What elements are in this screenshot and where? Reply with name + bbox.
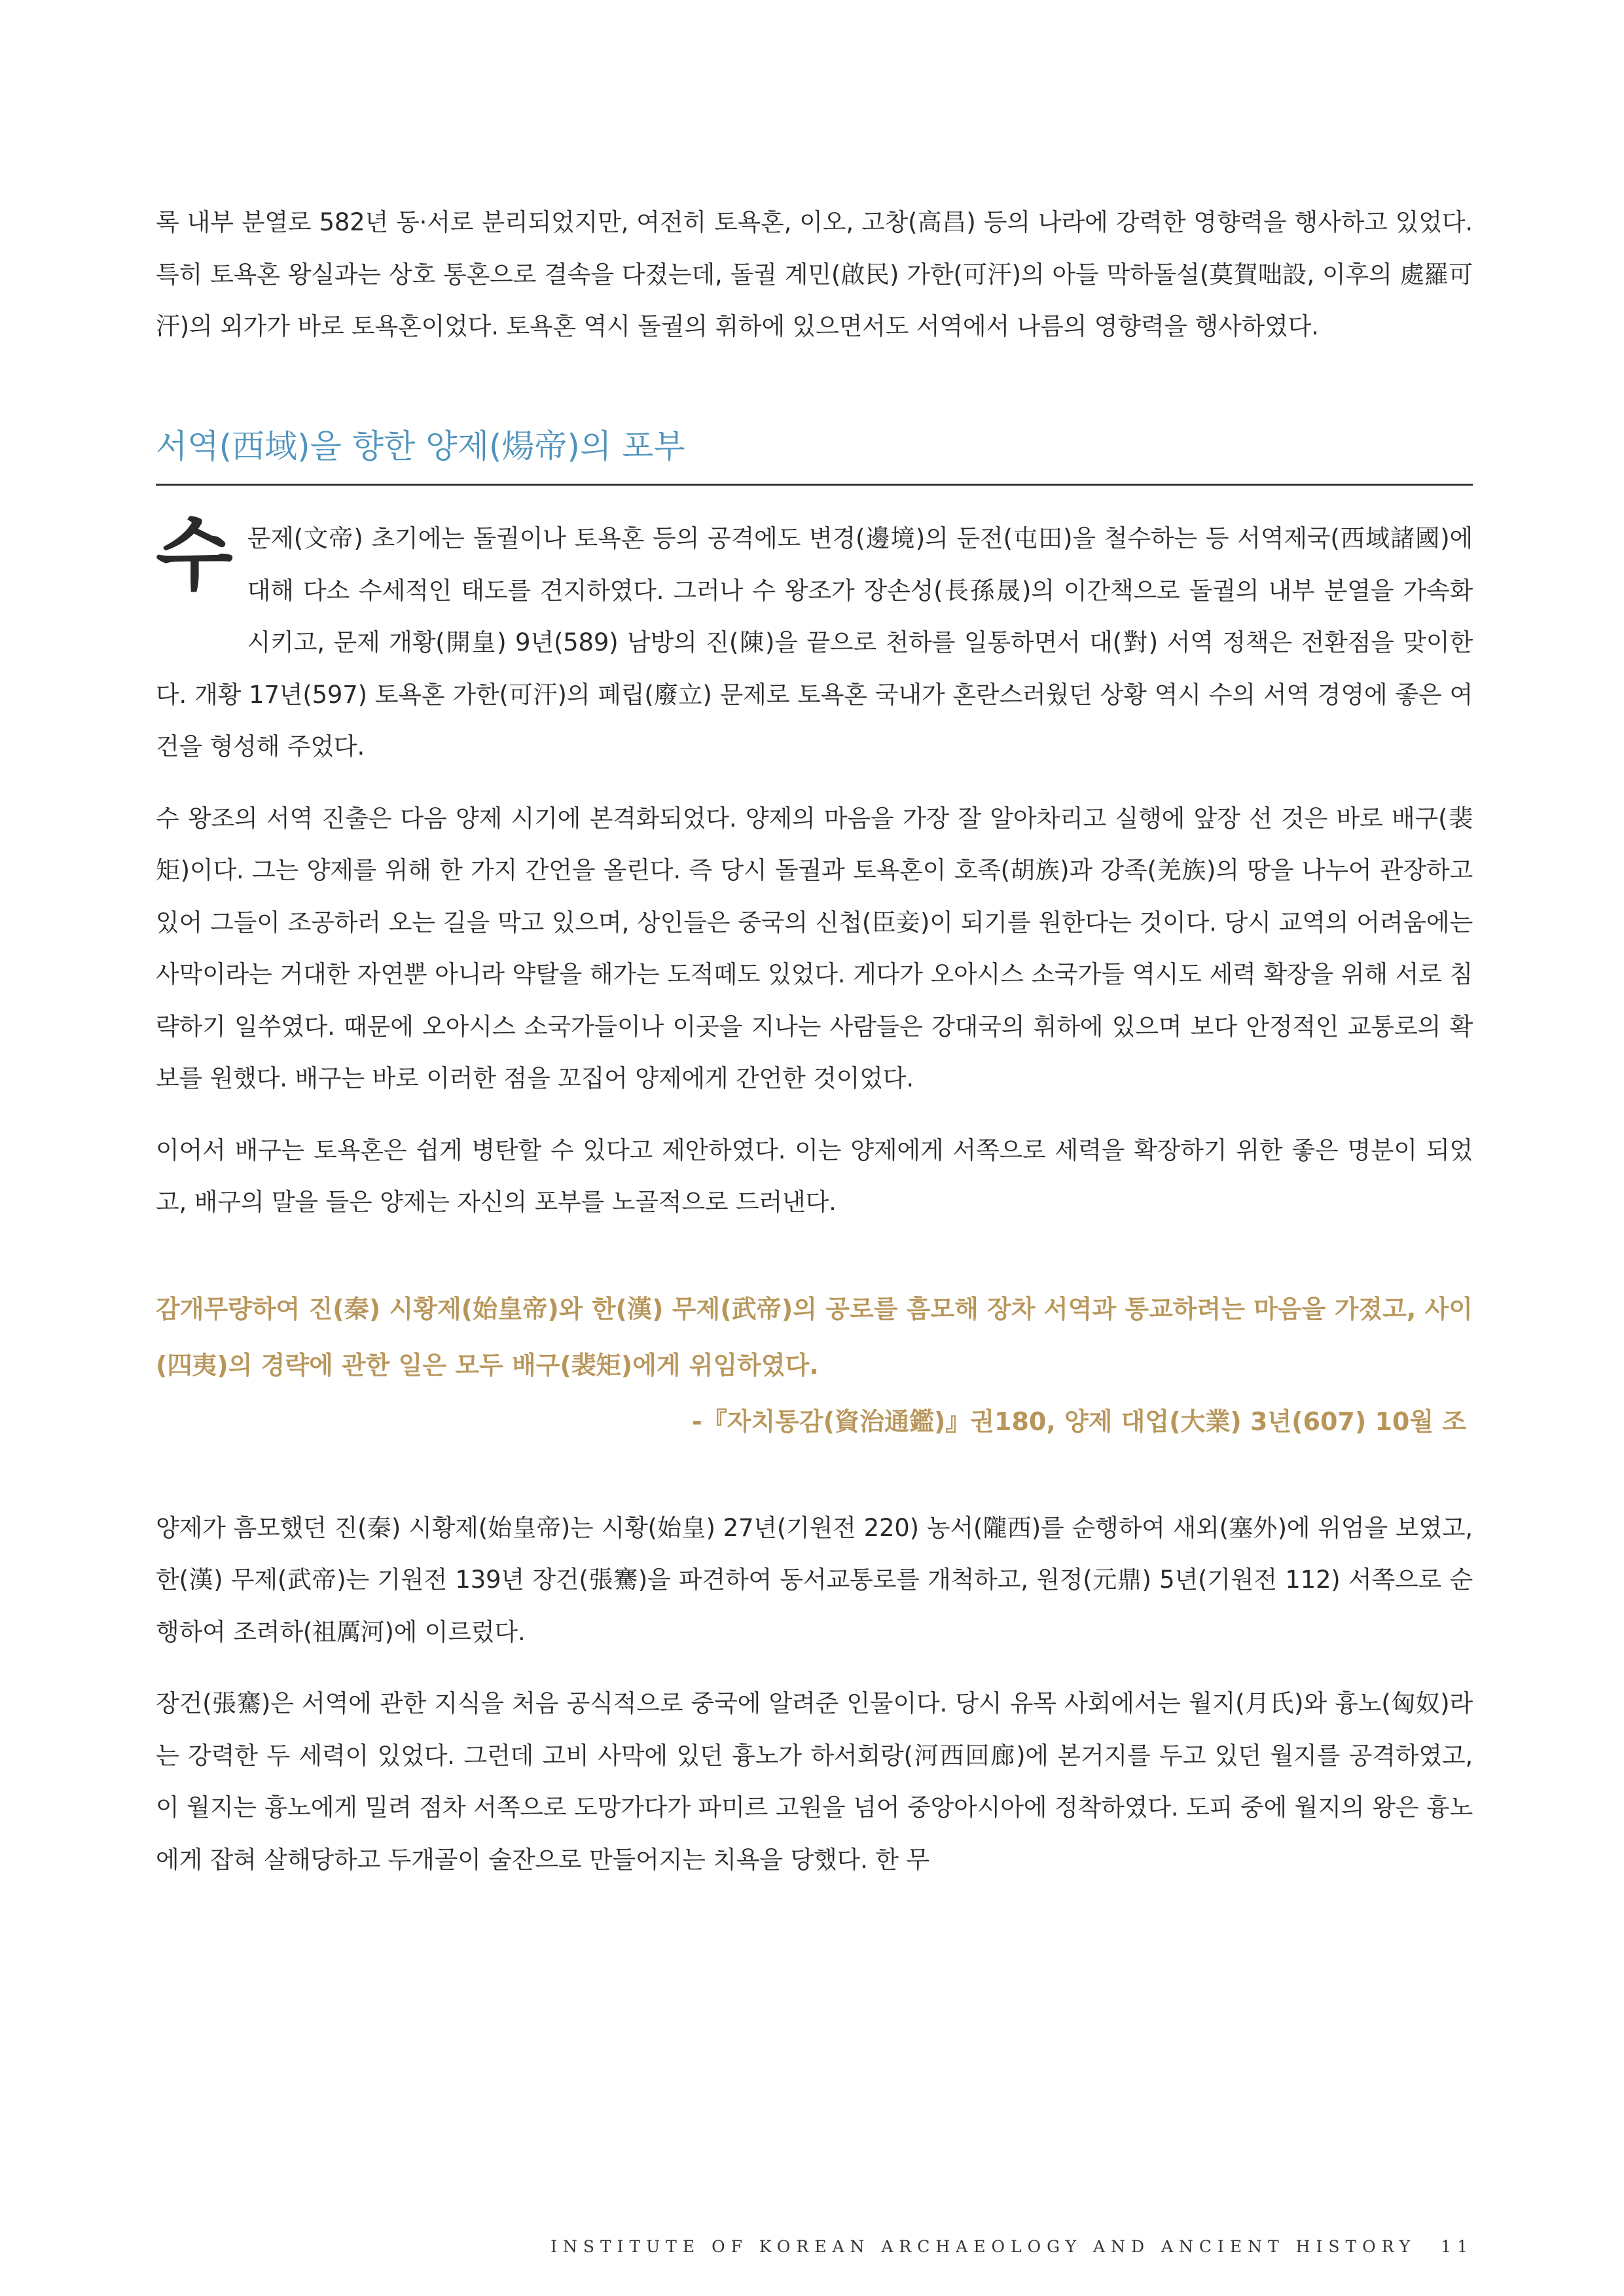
section-first-paragraph — [156, 509, 1473, 773]
block-quote: 감개무량하여 진(秦) 시황제(始皇帝)와 한(漢) 무제(武帝)의 공로를 흠모해 장차 서역과 통교하려는 마음을 가졌고, 사이(四夷)의 경략에 관한 일은 모두 배구(裴矩)에게 위임하였다. — [156, 1294, 1473, 1380]
section-paragraph: 수 왕조의 서역 진출은 다음 양제 시기에 본격화되었다. 양제의 마음을 가장 잘 알아차리고 실행에 앞장 선 것은 바로 배구(裴矩)이다. 그는 양제를 위해 한 가지 간언을 올린다. 즉 당시 돌궐과 토욕혼이 호족(胡族)과 강족(羌族)의 땅을 나누어 관장하고 있어 그들이 조공하러 오는 길을 막고 있으며, 상인들은 중국의 신첩(臣妾)이 되기를 원한다는 것이다. 당시 교역의 어려움에는 사막이라는 거대한 자연뿐 아니라 약탈을 해가는 도적떼도 있었다. 게다가 오아시스 소국가들 역시도 세력 확장을 위해 서로 침략하기 일쑤였다. 때문에 오아시스 소국가들이나 이곳을 지나는 사람들은 강대국의 휘하에 있으며 보다 안정적인 교통로의 확보를 원했다. 배구는 바로 이러한 점을 꼬집어 양제에게 간언한 것이었다. — [156, 804, 1473, 1092]
section-first-paragraph-text: 문제(文帝) 초기에는 돌궐이나 토욕혼 등의 공격에도 변경(邊境)의 둔전(屯田)을 철수하는 등 서역제국(西域諸國)에 대해 다소 수세적인 태도를 견지하였다. 그러나 수 왕조가 장손성(長孫晟)의 이간책으로 돌궐의 내부 분열을 가속화 시키고, 문제 개황(開皇) 9년(589) 남방의 진(陳)을 끝으로 천하를 일통하면서 대(對) 서역 정책은 전환점을 맞이한다. 개황 17년(597) 토욕혼 가한(可汗)의 폐립(廢立) 문제로 토욕혼 국내가 혼란스러웠던 상황 역시 수의 서역 경영에 좋은 여건을 형성해 주었다. — [156, 524, 1473, 761]
section-paragraph: 이어서 배구는 토욕혼은 쉽게 병탄할 수 있다고 제안하였다. 이는 양제에게 서쪽으로 세력을 확장하기 위한 좋은 명분이 되었고, 배구의 말을 들은 양제는 자신의 포부를 노골적으로 드러낸다. — [156, 1136, 1473, 1216]
drop-cap: 수 — [156, 509, 233, 601]
page-number: 11 — [1441, 2237, 1473, 2256]
closing-section — [156, 1502, 1473, 1886]
body-paragraph: 장건(張騫)은 서역에 관한 지식을 처음 공식적으로 중국에 알려준 인물이다. 당시 유목 사회에서는 월지(月氏)와 흉노(匈奴)라는 강력한 두 세력이 있었다. 그런데 고비 사막에 있던 흉노가 하서회랑(河西回廊)에 본거지를 두고 있던 월지를 공격하였고, 이 월지는 흉노에게 밀려 점차 서쪽으로 도망가다가 파미르 고원을 넘어 중앙아시아에 정착하였다. 도피 중에 월지의 왕은 흉노에게 잡혀 살해당하고 두개골이 술잔으로 만들어지는 치욕을 당했다. 한 무 — [156, 1689, 1473, 1874]
page-content — [156, 196, 1473, 1905]
body-paragraph: 양제가 흠모했던 진(秦) 시황제(始皇帝)는 시황(始皇) 27년(기원전 220) 농서(隴西)를 순행하여 새외(塞外)에 위엄을 보였고, 한(漢) 무제(武帝)는 기원전 139년 장건(張騫)을 파견하여 동서교통로를 개척하고, 원정(元鼎) 5년(기원전 112) 서쪽으로 순행하여 조려하(祖厲河)에 이르렀다. — [156, 1513, 1473, 1646]
section-body — [156, 509, 1473, 1229]
intro-paragraph: 록 내부 분열로 582년 동·서로 분리되었지만, 여전히 토욕혼, 이오, 고창(高昌) 등의 나라에 강력한 영향력을 행사하고 있었다. 특히 토욕혼 왕실과는 상호 통혼으로 결속을 다졌는데, 돌궐 계민(啟民) 가한(可汗)의 아들 막하돌설(莫賀咄設, 이후의 處羅可汗)의 외가가 바로 토욕혼이었다. 토욕혼 역시 돌궐의 휘하에 있으면서도 서역에서 나름의 영향력을 행사하였다. — [156, 208, 1473, 340]
page-footer — [550, 2237, 1473, 2256]
quote-citation: -『자치통감(資治通鑑)』권180, 양제 대업(大業) 3년(607) 10월 조 — [691, 1407, 1466, 1436]
footer-institute-name: INSTITUTE OF KOREAN ARCHAEOLOGY AND ANCIENT HISTORY — [550, 2237, 1416, 2256]
section-heading: 서역(西域)을 향한 양제(煬帝)의 포부 — [156, 423, 1473, 486]
